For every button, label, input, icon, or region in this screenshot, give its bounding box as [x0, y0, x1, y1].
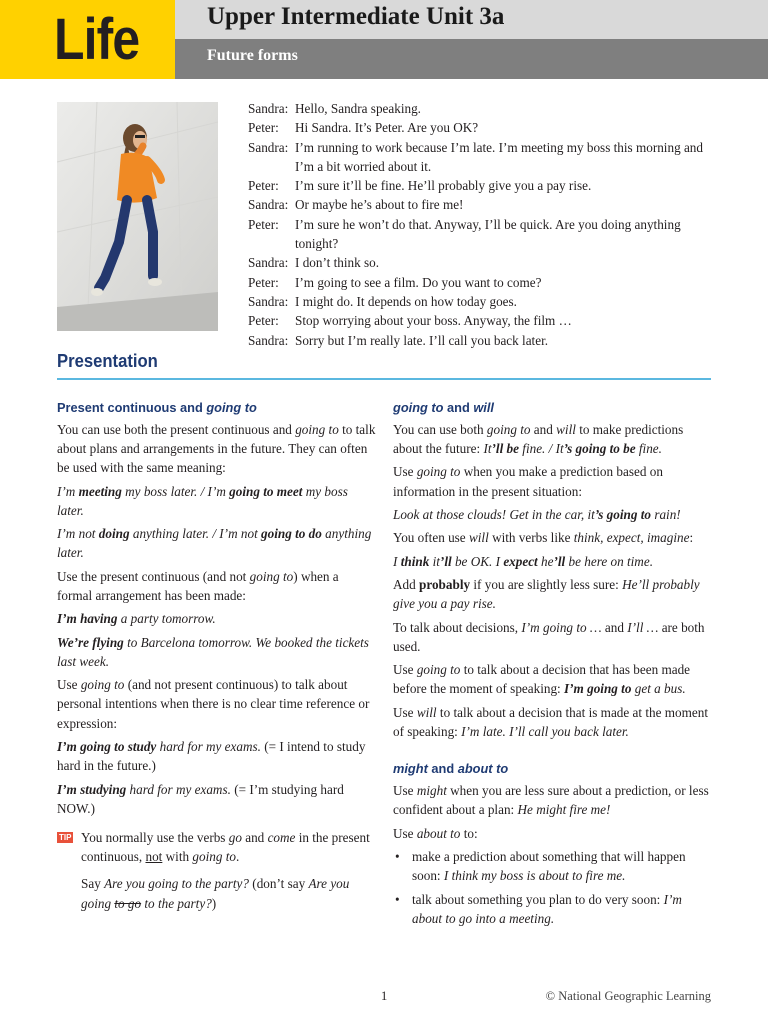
dialogue-text: I’m sure it’ll be fine. He’ll probably give you a pay rise.: [295, 178, 592, 194]
dialogue-line: [248, 138, 718, 177]
subtitle-bar: [175, 39, 768, 79]
dialogue-line: [248, 99, 718, 118]
list-item: • make a prediction about something that will happen soon: I think my boss is about to fire me.: [395, 848, 686, 884]
paragraph: Use going to (and not present continuous) to talk about personal intentions when there is no clear time reference or expression:: [57, 677, 370, 731]
logo-text: Life: [54, 7, 140, 72]
example-sentence: I think it’ll be OK. I expect he’ll be here on time.: [393, 553, 653, 569]
section-title: Presentation: [57, 350, 158, 371]
dialogue-text: Hi Sandra. It’s Peter. Are you OK?: [295, 120, 479, 136]
life-logo: [0, 0, 175, 79]
paragraph: Use going to when you make a prediction based on information in the present situation:: [393, 464, 663, 499]
dialogue-text: I’m going to see a film. Do you want to come?: [295, 274, 542, 290]
copyright-notice: © National Geographic Learning: [545, 989, 711, 1003]
paragraph: You can use both going to and will to make predictions about the future: It’ll be fine. / It’s going to be fine.: [393, 421, 684, 456]
dialogue-line: [248, 273, 718, 292]
right-column: [393, 398, 713, 933]
speaker: Peter:: [248, 178, 279, 194]
title-bar: [175, 0, 768, 39]
subheading-going-to-and-will: going to and will: [393, 400, 494, 415]
dialogue-line: [248, 311, 718, 330]
speaker: Sandra:: [248, 101, 289, 116]
paragraph: Add probably if you are slightly less sure: He’ll probably give you a pay rise.: [393, 577, 700, 612]
example-sentence: I’m studying hard for my exams. (= I’m studying hard NOW.): [57, 781, 344, 816]
page-title: Upper Intermediate Unit 3a: [207, 3, 505, 30]
example-sentence: I’m having a party tomorrow.: [57, 611, 216, 627]
list-item: • talk about something you plan to do very soon: I’m about to go into a meeting.: [395, 891, 682, 927]
dialogue-text: I might do. It depends on how today goes.: [295, 293, 517, 309]
paragraph: You often use will with verbs like think, expect, imagine:: [393, 530, 694, 546]
dialogue-text: Or maybe he’s about to fire me!: [295, 197, 464, 213]
page-subtitle: Future forms: [207, 47, 298, 64]
paragraph: Use will to talk about a decision that is made at the moment of speaking: I’m late. I’ll call you back later.: [393, 704, 708, 740]
subheading-present-continuous: Present continuous and going to: [57, 400, 257, 415]
dialogue-line: [248, 195, 718, 214]
dialogue-text: I’m sure he won’t do that. Anyway, I’ll be quick. Are you doing anything tonight?: [295, 216, 681, 252]
speaker: Sandra:: [248, 197, 289, 213]
speaker: Sandra:: [248, 332, 289, 348]
dialogue-line: [248, 253, 718, 272]
bullet-list: [393, 847, 713, 928]
example-sentence: I’m going to study hard for my exams. (= I intend to study hard in the future.): [57, 739, 366, 774]
example-sentence: Look at those clouds! Get in the car, it’s going to rain!: [393, 506, 681, 522]
paragraph: Use going to to talk about a decision that has been made before the moment of speaking: I’m going to get a bus.: [393, 662, 691, 697]
paragraph: Use might when you are less sure about a prediction, or less confident about a plan: He might fire me!: [393, 782, 709, 818]
dialogue-line: [248, 118, 718, 137]
page-header: [0, 0, 768, 79]
dialogue-text: I’m running to work because I’m late. I’m meeting my boss this morning and I’m a bit worried about it.: [295, 139, 703, 174]
dialogue-line: [248, 292, 718, 311]
speaker: Peter:: [248, 120, 279, 136]
phone-dialogue: [248, 99, 718, 350]
subheading-might-and-about-to: might and about to: [393, 761, 509, 777]
speaker: Sandra:: [248, 255, 289, 271]
speaker: Sandra:: [248, 293, 289, 309]
example-sentence: I’m not doing anything later. / I’m not going to do anything later.: [57, 526, 372, 561]
bullet-icon: •: [395, 848, 400, 864]
woman-running-photo: [57, 102, 218, 331]
speaker: Peter:: [248, 216, 279, 232]
page-number: 1: [381, 989, 388, 1003]
dialogue-text: Hello, Sandra speaking.: [295, 101, 421, 116]
left-column: [57, 398, 377, 921]
speaker: Peter:: [248, 274, 279, 290]
tip-box: [57, 828, 377, 913]
bullet-icon: •: [395, 891, 400, 907]
speaker: Peter:: [248, 313, 279, 329]
speaker: Sandra:: [248, 139, 289, 155]
example-sentence: I’m meeting my boss later. / I’m going to meet my boss later.: [57, 483, 348, 518]
tip-text: You normally use the verbs go and come in the present continuous, not with going to.: [81, 830, 370, 865]
tip-badge: TIP: [59, 833, 72, 843]
section-divider: [57, 378, 711, 380]
dialogue-line: [248, 331, 718, 350]
dialogue-line: [248, 176, 718, 195]
paragraph: Use the present continuous (and not going to) when a formal arrangement has been made:: [57, 568, 339, 603]
paragraph: You can use both the present continuous and going to to talk about plans and arrangements in the future. They can often be used with the same meaning:: [57, 421, 376, 476]
dialogue-text: Sorry but I’m really late. I’ll call you back later.: [295, 332, 549, 348]
paragraph: Use about to to:: [393, 825, 478, 841]
dialogue-line: [248, 215, 718, 254]
dialogue-text: I don’t think so.: [295, 255, 380, 271]
tip-example: Say Are you going to the party? (don’t say Are you going to go to the party?): [81, 876, 350, 911]
example-sentence: We’re flying to Barcelona tomorrow. We booked the tickets last week.: [57, 634, 369, 669]
paragraph: To talk about decisions, I’m going to … and I’ll … are both used.: [393, 619, 705, 654]
dialogue-text: Stop worrying about your boss. Anyway, the film …: [295, 313, 572, 329]
